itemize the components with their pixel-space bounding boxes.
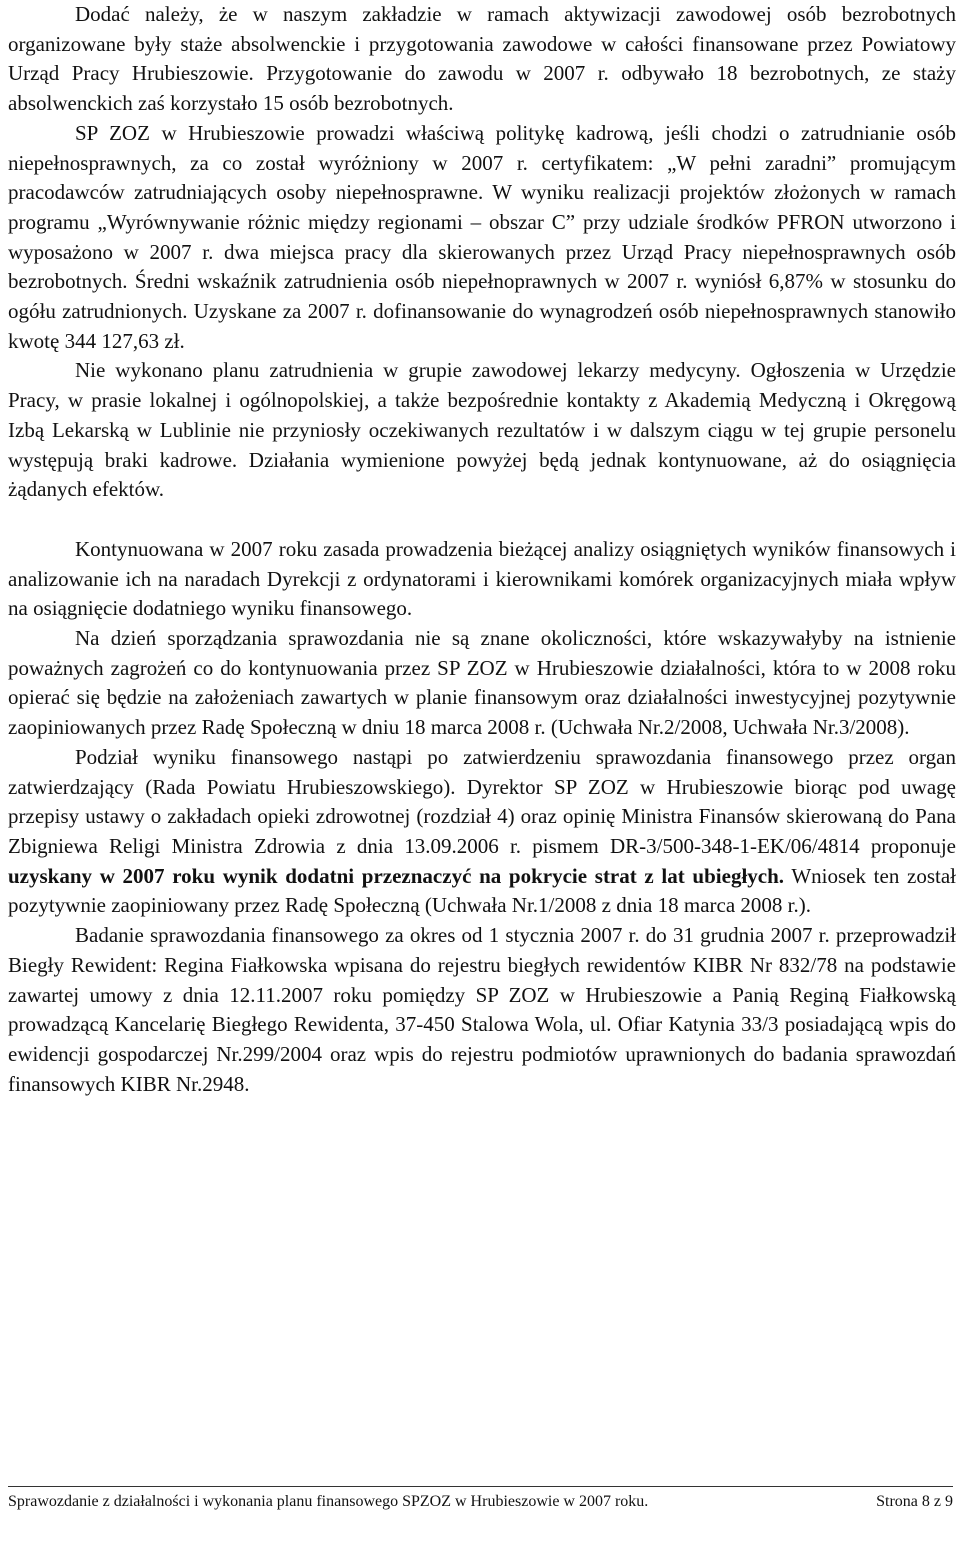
paragraph-profit-distribution: [8, 743, 956, 921]
document-body: [8, 0, 956, 1099]
profit-distribution-proposal-bold: uzyskany w 2007 roku wynik dodatni przeznaczyć na pokrycie strat z lat ubiegłych.: [8, 863, 785, 888]
paragraph-physician-staffing: Nie wykonano planu zatrudnienia w grupie zawodowej lekarzy medycyny. Ogłoszenia w Urzędzie Pracy, w prasie lokalnej i ogólnopolskiej, a także bezpośrednie kontakty z Akademią Medyczną i Okręgową Izbą Lekarską w Lublinie nie przyniosły oczekiwanych rezultatów i w dalszym ciągu w tej grupie personelu występują braki kadrowe. Działania wymienione powyżej będą jednak kontynuowane, aż do osiągnięcia żądanych efektów.: [8, 358, 956, 502]
profit-distribution-resolution: Wniosek ten został pozytywnie zaopiniowany przez Radę Społeczną (Uchwała Nr.1/2008 z dnia 18 marca 2008 r.).: [8, 863, 956, 918]
footer-divider: [8, 1486, 953, 1487]
paragraph-internships: Dodać należy, że w naszym zakładzie w ramach aktywizacji zawodowej osób bezrobotnych organizowane były staże absolwenckie i przygotowania zawodowe w całości finansowane przez Powiatowy Urząd Pracy Hrubieszowie. Przygotowanie do zawodu w 2007 r. odbywało 18 bezrobotnych, ze staży absolwenckich zaś korzystało 15 osób bezrobotnych.: [8, 2, 956, 116]
paragraph-disabled-employment: SP ZOZ w Hrubieszowie prowadzi właściwą politykę kadrową, jeśli chodzi o zatrudnianie osób niepełnosprawnych, za co został wyróżniony w 2007 r. certyfikatem: „W pełni zaradni” promującym pracodawców zatrudniających osoby niepełnosprawne. W wyniku realizacji projektów złożonych w ramach programu „Wyrównywanie różnic między regionami – obszar C” przy udziale środków PFRON utworzono i wyposażono w 2007 r. dwa miejsca pracy dla skierowanych przez Urząd Pracy niepełnosprawnych osób bezrobotnych. Średni wskaźnik zatrudnienia osób niepełnoprawnych w 2007 r. wyniósł 6,87% w stosunku do ogółu zatrudnionych. Uzyskane za 2007 r. dofinansowanie do wynagrodzeń osób niepełnosprawnych stanowiło kwotę 344 127,63 zł.: [8, 120, 956, 353]
paragraph-financial-analysis: Kontynuowana w 2007 roku zasada prowadzenia bieżącej analizy osiągniętych wyników finansowych i analizowanie ich na naradach Dyrekcji z ordynatorami i kierownikami komórek organizacyjnych miała wpływ na osiągnięcie dodatniego wyniku finansowego.: [8, 536, 956, 621]
footer-document-title: Sprawozdanie z działalności i wykonania planu finansowego SPZOZ w Hrubieszowie w 2007 roku.: [8, 1493, 649, 1510]
paragraph-audit: Badanie sprawozdania finansowego za okres od 1 stycznia 2007 r. do 31 grudnia 2007 r. przeprowadził Biegły Rewident: Regina Fiałkowska wpisana do rejestru biegłych rewidentów KIBR Nr 832/78 na podstawie zawartej umowy z dnia 12.11.2007 roku pomiędzy SP ZOZ w Hrubieszowie a Panią Reginą Fiałkowską prowadzącą Kancelarię Biegłego Rewidenta, 37-450 Stalowa Wola, ul. Ofiar Katynia 33/3 posiadającą wpis do ewidencji gospodarczej Nr.299/2004 oraz wpis do rejestru podmiotów uprawnionych do badania sprawozdań finansowych KIBR Nr.2948.: [8, 923, 956, 1096]
footer-page-number: Strona 8 z 9: [876, 1493, 953, 1510]
paragraph-gap: [8, 505, 956, 535]
profit-distribution-text: Podział wyniku finansowego nastąpi po zatwierdzeniu sprawozdania finansowego przez organ zatwierdzający (Rada Powiatu Hrubieszowskiego). Dyrektor SP ZOZ w Hrubieszowie biorąc pod uwagę przepisy ustawy o zakładach opieki zdrowotnej (rozdział 4) oraz opinię Ministra Finansów skierowaną do Pana Zbigniewa Religi Ministra Zdrowia z dnia 13.09.2006 r. pismem DR-3/500-348-1-EK/06/4814 proponuje: [8, 744, 956, 858]
paragraph-going-concern: Na dzień sporządzania sprawozdania nie są znane okoliczności, które wskazywałyby na istnienie poważnych zagrożeń co do kontynuowania przez SP ZOZ w Hrubieszowie działalności, która to w 2008 roku opierać się będzie na założeniach zawartych w planie finansowym oraz działalności inwestycyjnej pozytywnie zaopiniowanych przez Radę Społeczną w dniu 18 marca 2008 r. (Uchwała Nr.2/2008, Uchwała Nr.3/2008).: [8, 626, 956, 740]
page-footer: [8, 1493, 953, 1511]
